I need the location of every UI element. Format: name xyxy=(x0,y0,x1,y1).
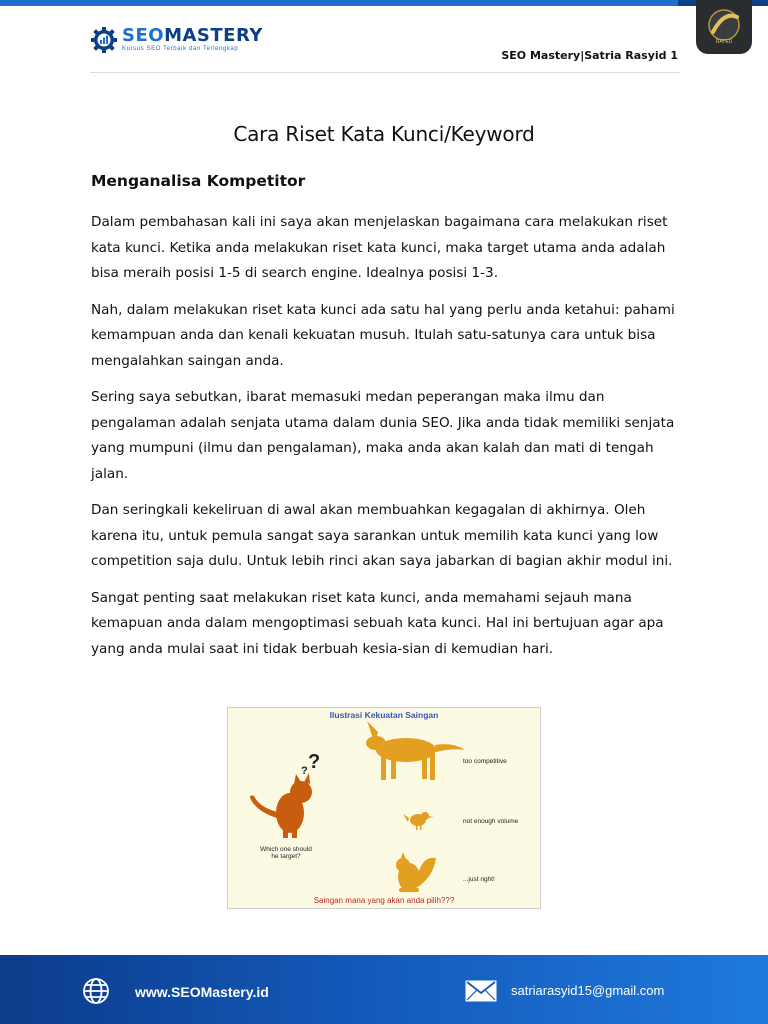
competition-illustration xyxy=(227,707,541,909)
paragraph: Sering saya sebutkan, ibarat memasuki medan peperangan maka ilmu dan pengalaman adalah senjata utama dalam dunia SEO. Jika anda tidak memiliki senjata yang mumpuni (ilmu dan pengalaman), maka anda akan kalah dan mati di tengah jalan. xyxy=(91,389,675,482)
label-which-target-line2: he target? xyxy=(271,853,301,860)
rated-badge xyxy=(696,0,752,54)
illustration-caption: Saingan mana yang akan anda pilih??? xyxy=(313,896,455,905)
gear-logo-icon xyxy=(90,26,118,54)
seomastery-logo[interactable] xyxy=(90,24,263,56)
footer-email-link[interactable]: satriarasyid15@gmail.com xyxy=(511,983,665,998)
badge-label: RATED xyxy=(715,39,733,45)
mail-icon xyxy=(465,980,497,1002)
section-heading: Menganalisa Kompetitor xyxy=(91,172,306,190)
logo-wordmark xyxy=(122,27,263,45)
paragraph: Dalam pembahasan kali ini saya akan menjelaskan bagaimana cara melakukan riset kata kunci. Ketika anda melakukan riset kata kunci, maka target utama anda adalah bisa meraih posisi 1-5 di search engine. Idealnya posisi 1-3. xyxy=(91,214,668,281)
document-body xyxy=(91,210,681,673)
document-title: Cara Riset Kata Kunci/Keyword xyxy=(233,122,535,146)
big-question-mark: ? xyxy=(308,751,321,773)
award-seal-icon xyxy=(704,5,744,49)
bird-figure xyxy=(403,812,434,830)
footer-website-link[interactable]: www.SEOMastery.id xyxy=(135,984,269,1000)
paragraph: Sangat penting saat melakukan riset kata kunci, anda memahami sejauh mana kemapuan anda dalam mengoptimasi sebuah kata kunci. Hal ini bertujuan agar apa yang anda mulai saat ini tidak berbuah kesia-sian di kemudian hari. xyxy=(91,589,664,657)
top-accent-bar xyxy=(0,0,768,6)
logo-brand-seo: SEO xyxy=(122,25,165,46)
label-which-target xyxy=(252,846,320,860)
illustration-title: Ilustrasi Kekuatan Saingan xyxy=(329,710,439,720)
page-reference: SEO Mastery|Satria Rasyid 1 xyxy=(501,49,678,62)
footer-bar xyxy=(0,955,768,1024)
logo-tagline: Kursus SEO Terbaik dan Terlengkap xyxy=(122,46,239,52)
small-question-mark: ? xyxy=(301,765,308,777)
label-too-competitive: too competitive xyxy=(463,758,507,765)
label-which-target-line1: Which one should xyxy=(260,846,312,853)
paragraph: Dan seringkali kekeliruan di awal akan membuahkan kegagalan di akhirnya. Oleh karena itu, untuk pemula sangat saya sarankan untuk memilih kata kunci yang low competition saja dulu. Untuk lebih rinci akan saya jabarkan di bagian akhir modul ini. xyxy=(91,502,673,569)
globe-icon xyxy=(82,977,110,1005)
label-not-enough-volume: not enough volume xyxy=(463,818,519,825)
paragraph: Nah, dalam melakukan riset kata kunci ada satu hal yang perlu anda ketahui: pahami kemampuan anda dan kenali kekuatan musuh. Itulah satu-satunya cara untuk bisa mengalahkan saingan anda. xyxy=(91,301,675,369)
logo-brand-mastery: MASTERY xyxy=(164,25,263,46)
label-just-right: ...just right! xyxy=(463,876,495,883)
dog-figure xyxy=(366,721,465,780)
header-divider xyxy=(90,72,680,73)
squirrel-figure xyxy=(396,852,436,892)
cat-figure xyxy=(250,773,312,838)
